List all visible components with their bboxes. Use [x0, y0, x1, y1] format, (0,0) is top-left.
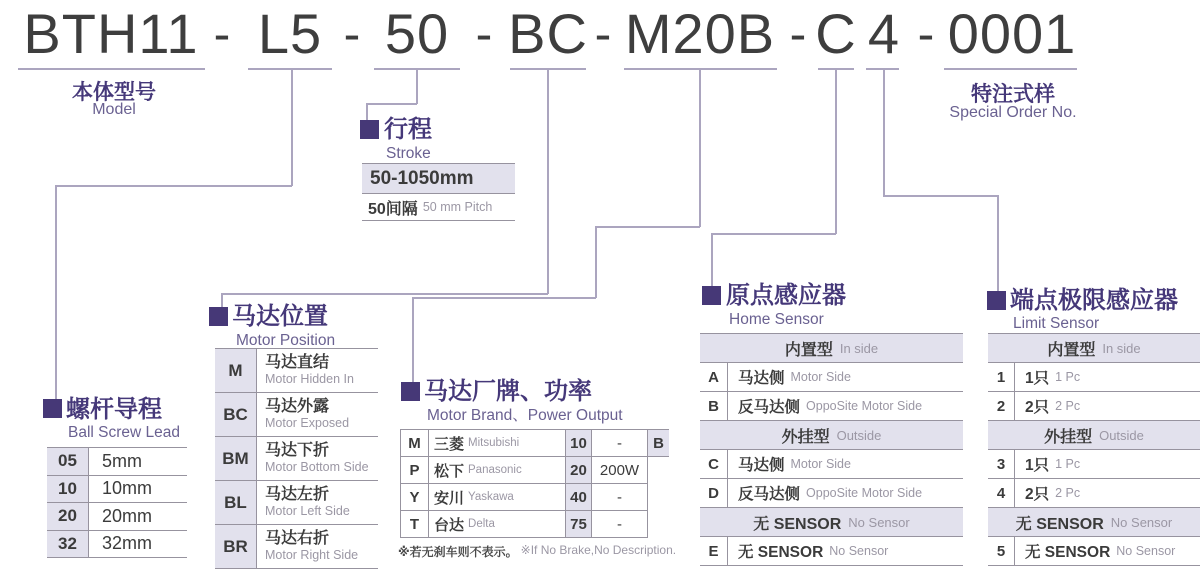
model-separator: - — [343, 6, 361, 62]
motor-brand-table — [400, 429, 669, 538]
brand-en: Delta — [468, 518, 495, 530]
value-cell — [728, 366, 851, 388]
code-cell: 3 — [988, 450, 1015, 478]
home-sensor-title-zh: 原点感应器 — [726, 282, 846, 309]
section-bullet-icon — [209, 307, 228, 326]
code-cell: 1 — [988, 363, 1015, 391]
value-en: 2 Pc — [1055, 486, 1081, 500]
table-row — [47, 503, 187, 531]
table-group-header — [988, 508, 1200, 537]
model-segment-motor-position: BC — [508, 2, 588, 65]
connector-line — [55, 185, 292, 187]
table-group-header — [988, 334, 1200, 363]
model-segment-lead: L5 — [257, 2, 323, 65]
value-en: OppoSite Motor Side — [806, 399, 923, 413]
table-row — [401, 511, 669, 538]
table-row — [47, 448, 187, 476]
brake-cell: B — [648, 430, 669, 457]
stroke-title-en: Stroke — [386, 145, 431, 162]
stroke-table — [362, 163, 515, 221]
power-cell: 200W — [592, 457, 648, 484]
connector-line — [711, 233, 836, 235]
value-zh: 反马达侧 — [738, 399, 801, 416]
table-row — [47, 476, 187, 504]
connector-line — [699, 70, 701, 227]
value-cell — [257, 393, 378, 436]
group-zh: 内置型 — [784, 341, 833, 359]
value-zh: 马达外露 — [265, 398, 330, 415]
value-cell — [1015, 366, 1080, 388]
code-cell: D — [700, 479, 728, 507]
model-separator: - — [789, 6, 807, 62]
value-en: Motor Bottom Side — [265, 460, 369, 474]
model-separator: - — [213, 6, 231, 62]
brand-zh: 三菱 — [434, 435, 465, 453]
limit-sensor-table — [988, 333, 1200, 566]
value-zh: 马达左折 — [265, 486, 330, 503]
section-bullet-icon — [702, 286, 721, 305]
table-row — [988, 450, 1200, 479]
underline-motor — [624, 68, 777, 70]
model-segment-stroke: 50 — [384, 2, 450, 65]
stroke-pitch-en: 50 mm Pitch — [422, 200, 493, 214]
table-row — [988, 537, 1200, 566]
table-row — [700, 392, 963, 421]
value-cell: 10mm — [102, 478, 153, 499]
connector-line — [711, 233, 713, 287]
value-cell — [257, 525, 378, 568]
stroke-pitch-zh: 50间隔 — [368, 200, 418, 218]
connector-line — [221, 293, 223, 308]
value-cell — [1015, 482, 1080, 504]
code-cell: B — [700, 392, 728, 420]
code-cell: 32 — [47, 531, 89, 558]
table-row — [700, 363, 963, 392]
code-cell: A — [700, 363, 728, 391]
value-cell — [1015, 395, 1080, 417]
model-separator: - — [475, 6, 493, 62]
table-group-header — [988, 421, 1200, 450]
code-cell: 10 — [47, 476, 89, 503]
connector-line — [595, 226, 597, 298]
brand-zh: 安川 — [434, 489, 465, 507]
underline-body — [18, 68, 205, 70]
code-cell: E — [700, 537, 728, 565]
code-cell: 05 — [47, 448, 89, 475]
code-cell: BR — [215, 525, 257, 568]
group-zh: 无 SENSOR — [753, 515, 842, 533]
footnote-zh: ※若无刹车则不表示。 — [398, 545, 518, 559]
table-row — [700, 479, 963, 508]
section-bullet-icon — [987, 291, 1006, 310]
connector-line — [221, 293, 548, 295]
table-group-header — [700, 421, 963, 450]
table-row — [215, 525, 378, 569]
body-label-en: Model — [92, 101, 136, 118]
table-row — [215, 393, 378, 437]
value-zh: 无 SENSOR — [1025, 544, 1111, 561]
value-cell: 32mm — [102, 533, 153, 554]
motor-brand-footnote — [398, 543, 676, 560]
power-code-cell: 20 — [566, 457, 592, 484]
motor-brand-title-en: Motor Brand、Power Output — [427, 407, 623, 424]
table-group-header — [700, 334, 963, 363]
connector-line — [883, 195, 999, 197]
ball-screw-table — [47, 447, 187, 558]
home-sensor-title-en: Home Sensor — [729, 311, 824, 328]
power-code-cell: 75 — [566, 511, 592, 538]
table-row — [700, 537, 963, 566]
brand-zh: 松下 — [434, 462, 465, 480]
brand-en: Panasonic — [468, 464, 522, 476]
value-zh: 1只 — [1025, 370, 1050, 387]
value-zh: 2只 — [1025, 486, 1050, 503]
power-cell: - — [592, 430, 648, 457]
value-en: Motor Hidden In — [265, 372, 354, 386]
motor-position-table — [215, 348, 378, 569]
value-cell — [257, 437, 378, 480]
value-zh: 马达右折 — [265, 530, 330, 547]
value-zh: 马达侧 — [738, 370, 785, 387]
value-cell — [257, 349, 378, 392]
section-bullet-icon — [401, 382, 420, 401]
table-row — [47, 531, 187, 559]
table-row — [215, 349, 378, 393]
brake-cell — [648, 511, 669, 538]
stroke-range: 50-1050mm — [362, 163, 515, 194]
connector-line — [412, 297, 596, 299]
model-segment-special-order: 0001 — [947, 2, 1077, 65]
table-row — [988, 363, 1200, 392]
value-en: Motor Side — [790, 370, 851, 384]
code-cell: Y — [401, 484, 429, 511]
value-en: No Sensor — [829, 544, 889, 558]
value-cell — [1015, 453, 1080, 475]
code-cell: 2 — [988, 392, 1015, 420]
value-en: OppoSite Motor Side — [806, 486, 923, 500]
brake-cell — [648, 457, 669, 484]
value-cell — [728, 540, 888, 562]
model-segment-motor: M20B — [624, 2, 776, 65]
brand-cell — [429, 511, 566, 538]
stroke-title-zh: 行程 — [384, 116, 432, 143]
underline-special-order — [944, 68, 1077, 70]
value-cell — [728, 453, 851, 475]
value-en: 1 Pc — [1055, 457, 1081, 471]
code-cell: BM — [215, 437, 257, 480]
value-zh: 马达下折 — [265, 442, 330, 459]
connector-line — [547, 70, 549, 294]
connector-line — [595, 226, 700, 228]
value-zh: 2只 — [1025, 399, 1050, 416]
table-row — [988, 479, 1200, 508]
value-cell — [728, 482, 922, 504]
group-en: In side — [1102, 340, 1141, 356]
value-cell: 5mm — [102, 450, 142, 471]
brand-cell — [429, 457, 566, 484]
footnote-en: ※If No Brake,No Description. — [520, 543, 677, 557]
connector-line — [366, 103, 417, 105]
connector-line — [997, 195, 999, 293]
group-zh: 外挂型 — [781, 428, 830, 446]
brand-cell — [429, 430, 566, 457]
motor-position-title-zh: 马达位置 — [232, 303, 328, 330]
home-sensor-table — [700, 333, 963, 566]
value-en: No Sensor — [1116, 544, 1176, 558]
value-zh: 马达侧 — [738, 457, 785, 474]
model-separator: - — [594, 6, 612, 62]
group-zh: 无 SENSOR — [1015, 515, 1104, 533]
value-zh: 马达直结 — [265, 354, 330, 371]
section-bullet-icon — [360, 120, 379, 139]
table-row — [988, 392, 1200, 421]
code-cell: 4 — [988, 479, 1015, 507]
code-cell: 20 — [47, 503, 89, 530]
code-cell: C — [700, 450, 728, 478]
limit-sensor-title-en: Limit Sensor — [1013, 315, 1100, 332]
value-cell: 20mm — [102, 505, 153, 526]
section-bullet-icon — [43, 399, 62, 418]
brand-en: Mitsubishi — [468, 437, 520, 449]
table-group-header — [700, 508, 963, 537]
code-cell: 5 — [988, 537, 1015, 565]
group-en: No Sensor — [1110, 514, 1173, 530]
motor-brand-title-zh: 马达厂牌、功率 — [424, 378, 592, 405]
power-cell: - — [592, 511, 648, 538]
code-cell: T — [401, 511, 429, 538]
group-zh: 内置型 — [1047, 341, 1096, 359]
group-en: No Sensor — [848, 514, 910, 530]
model-segment-limit-sensor: 4 — [867, 2, 901, 65]
power-code-cell: 40 — [566, 484, 592, 511]
value-zh: 无 SENSOR — [738, 544, 824, 561]
power-code-cell: 10 — [566, 430, 592, 457]
table-row — [401, 430, 669, 457]
value-en: Motor Side — [790, 457, 851, 471]
value-zh: 1只 — [1025, 457, 1050, 474]
special-order-label-zh: 特注式样 — [971, 83, 1055, 106]
special-order-label-en: Special Order No. — [949, 104, 1077, 121]
brake-cell — [648, 484, 669, 511]
code-cell: P — [401, 457, 429, 484]
table-row — [215, 481, 378, 525]
power-cell: - — [592, 484, 648, 511]
body-label-zh: 本体型号 — [72, 81, 156, 104]
ball-screw-title-zh: 螺杆导程 — [66, 396, 162, 423]
model-separator: - — [917, 6, 935, 62]
table-row — [215, 437, 378, 481]
code-cell: M — [215, 349, 257, 392]
brand-zh: 台达 — [434, 516, 465, 534]
table-row — [401, 484, 669, 511]
underline-lead — [248, 68, 332, 70]
value-en: Motor Left Side — [265, 504, 350, 518]
connector-line — [883, 70, 885, 196]
stroke-pitch — [362, 194, 515, 221]
group-en: Outside — [836, 427, 882, 443]
model-segment-home-sensor: C — [815, 2, 857, 65]
model-segment-body: BTH11 — [23, 2, 199, 65]
connector-line — [55, 185, 57, 401]
value-zh: 反马达侧 — [738, 486, 801, 503]
value-en: 1 Pc — [1055, 370, 1081, 384]
connector-line — [291, 70, 293, 186]
value-en: 2 Pc — [1055, 399, 1081, 413]
table-row — [401, 457, 669, 484]
connector-line — [416, 70, 418, 104]
brand-en: Yaskawa — [468, 491, 514, 503]
table-row — [700, 450, 963, 479]
ball-screw-title-en: Ball Screw Lead — [68, 424, 181, 441]
value-cell — [728, 395, 922, 417]
group-zh: 外挂型 — [1044, 428, 1093, 446]
limit-sensor-title-zh: 端点极限感应器 — [1010, 287, 1178, 314]
motor-position-title-en: Motor Position — [236, 332, 336, 349]
group-en: Outside — [1099, 427, 1144, 443]
brand-cell — [429, 484, 566, 511]
connector-line — [835, 70, 837, 234]
value-en: Motor Right Side — [265, 548, 359, 562]
value-cell — [257, 481, 378, 524]
code-cell: BL — [215, 481, 257, 524]
connector-line — [412, 297, 414, 383]
value-cell — [1015, 540, 1175, 562]
code-cell: BC — [215, 393, 257, 436]
value-en: Motor Exposed — [265, 416, 350, 430]
code-cell: M — [401, 430, 429, 457]
group-en: In side — [839, 340, 879, 356]
